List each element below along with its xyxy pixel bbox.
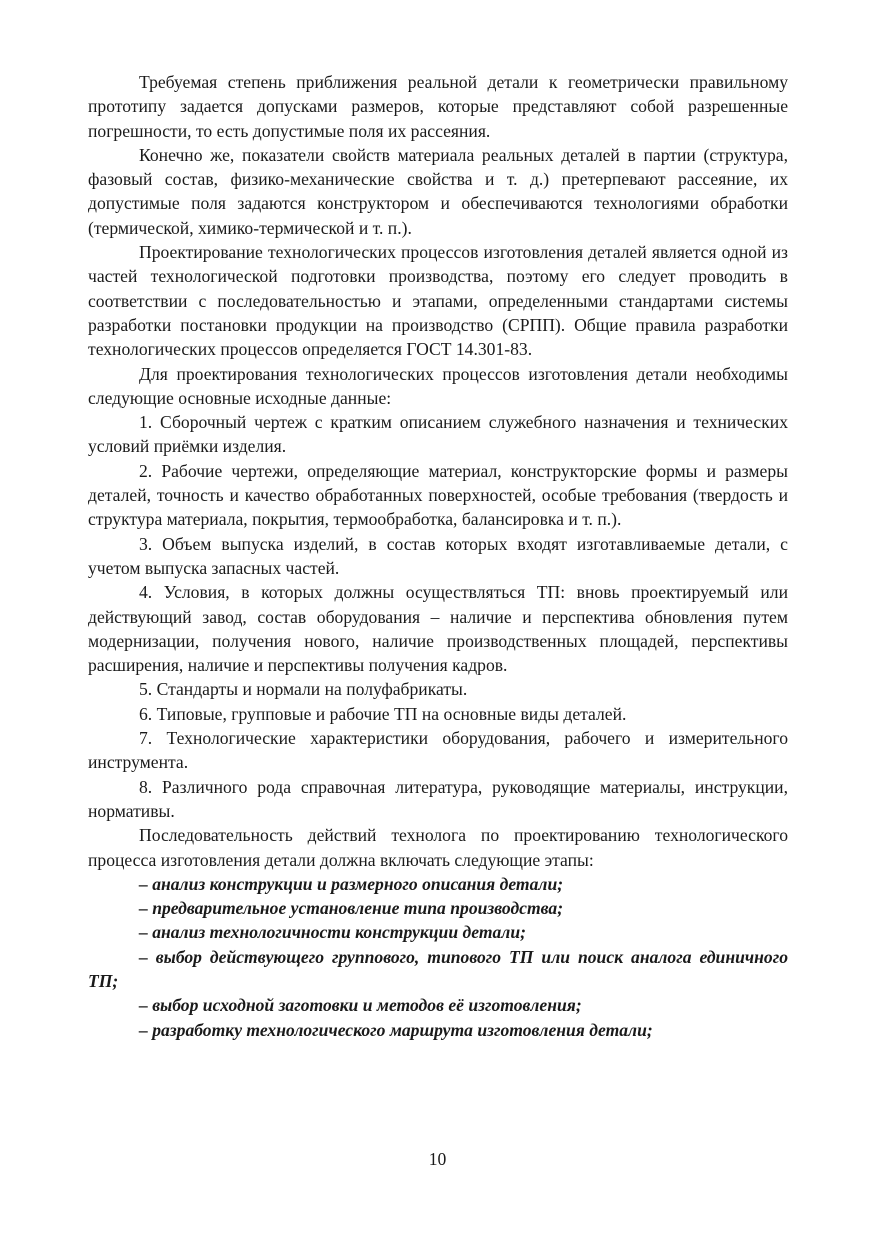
stage-item: – анализ технологичности конструкции детали; [139,922,526,943]
list-item-standards: 5. Стандарты и нормали на полуфабрикаты. [139,679,468,700]
stage-item: – выбор исходной заготовки и методов её изготовления; [139,995,582,1016]
stage-item: – предварительное установление типа производства; [139,898,564,919]
list-item-production-volume: 3. Объем выпуска изделий, в состав которых входят изготавливаемые детали, с учетом выпуска запасных частей. [88,533,788,578]
page-number: 10 [428,1149,447,1169]
paragraph-stages-intro: Последовательность действий технолога по проектированию технологического процесса изготовления детали должна включать следующие этапы: [88,825,788,870]
paragraph-material-properties: Конечно же, показатели свойств материала реальных деталей в партии (структура, фазовый состав, физико-механические свойства и т. д.) претерпевают рассеяние, их допустимые поля задаются конструктором и обеспечиваются технологиями обработки (термической, химико-термической и т. п.). [88,144,788,238]
stage-item: – выбор действующего группового, типового ТП или поиск аналога единичного ТП; [88,946,788,991]
list-item-conditions: 4. Условия, в которых должны осуществляться ТП: вновь проектируемый или действующий завод, состав оборудования – наличие и перспектива обновления путем модернизации, получения нового, наличие производственных площадей, перспективы расширения, наличие и перспективы получения кадров. [88,582,788,676]
page-body [88,70,788,1042]
list-item-equipment-characteristics: 7. Технологические характеристики оборудования, рабочего и измерительного инструмента. [88,728,788,773]
paragraph-process-design: Проектирование технологических процессов изготовления деталей является одной из частей технологической подготовки производства, поэтому его следует проводить в соответствии с последовательностью и этапами, определенными стандартами системы разработки постановки продукции на производство (СРПП). Общие правила разработки технологических процессов определяется ГОСТ 14.301-83. [88,242,788,360]
list-item-assembly-drawing: 1. Сборочный чертеж с кратким описанием служебного назначения и технических условий приёмки изделия. [88,412,788,457]
list-item-reference-literature: 8. Различного рода справочная литература, руководящие материалы, инструкции, нормативы. [88,776,788,821]
paragraph-tolerances: Требуемая степень приближения реальной детали к геометрически правильному прототипу задается допусками размеров, которые представляют собой разрешенные погрешности, то есть допустимые поля их рассеяния. [88,72,788,141]
paragraph-initial-data-intro: Для проектирования технологических процессов изготовления детали необходимы следующие основные исходные данные: [88,363,788,408]
stage-item: – разработку технологического маршрута изготовления детали; [139,1019,653,1040]
stage-item: – анализ конструкции и размерного описания детали; [139,873,564,894]
list-item-typical-processes: 6. Типовые, групповые и рабочие ТП на основные виды деталей. [139,703,627,724]
list-item-working-drawings: 2. Рабочие чертежи, определяющие материал, конструкторские формы и размеры деталей, точность и качество обработанных поверхностей, особые требования (твердость и структура материала, покрытия, термообработка, балансировка и т. п.). [88,460,788,530]
